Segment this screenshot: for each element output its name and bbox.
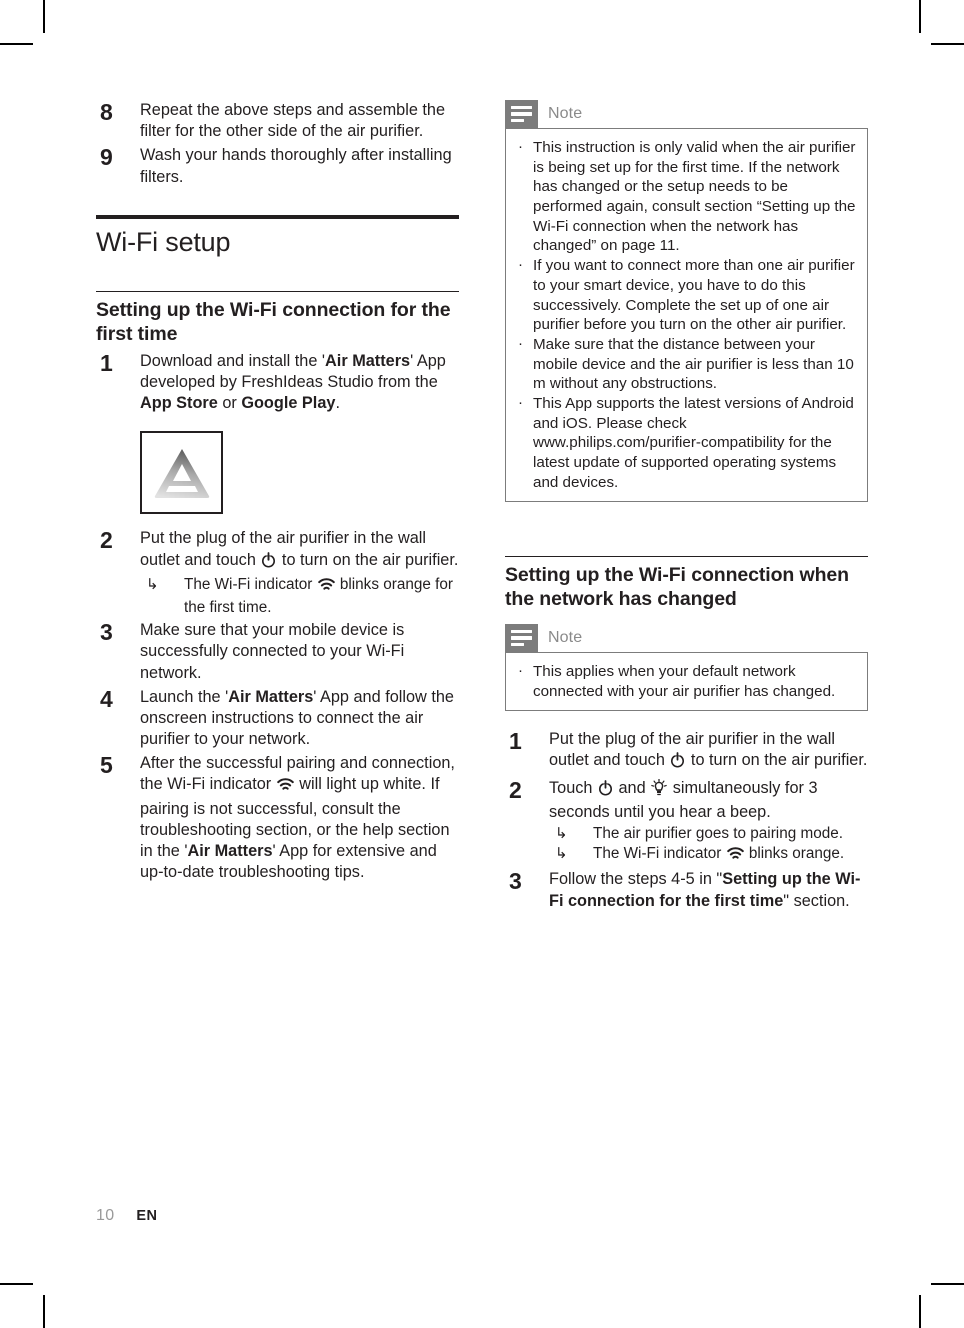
step-text: [549, 729, 868, 774]
app-name-bold: Air Matters: [228, 687, 314, 706]
step-number: 2: [100, 527, 113, 554]
step-text-part: ' App developed by FreshIdeas Studio from the: [140, 351, 446, 392]
step-text-part: simultaneously for 3 seconds until you hear a beep.: [549, 778, 818, 821]
bullet-icon: ·: [518, 393, 523, 411]
note-box-network-changed: [505, 624, 868, 711]
page-title: Wi-Fi setup: [96, 226, 231, 257]
note-bullet: [515, 335, 856, 394]
step-4: [96, 687, 459, 751]
note-header: [505, 100, 868, 128]
section-heading-first-time: Setting up the Wi-Fi connection for the first time: [96, 299, 451, 346]
page-footer: [96, 1207, 157, 1225]
note-box-first-time: [505, 100, 868, 502]
note-bullet-text: This instruction is only valid when the air purifier is being set up for the first time. If the network has changed or the setup needs to be performed again, consult section “Setting up the Wi-Fi connection when the network has changed” on page 11.: [533, 139, 856, 255]
note-bullet-text: Make sure that the distance between your mobile device and the air purifier is less than 10 m without any obstructions.: [533, 335, 854, 393]
step-text-part: After the successful pairing and connection, the Wi-Fi indicator: [140, 754, 455, 794]
step-number: 1: [100, 349, 113, 376]
step-2-results: [549, 824, 868, 866]
crop-mark-bottom-right-vertical: [919, 1295, 921, 1328]
app-name-bold: Air Matters: [187, 841, 273, 860]
step-text-part: to turn on the air purifier.: [686, 751, 868, 770]
crop-mark-top-left-vertical: [43, 0, 45, 33]
network-changed-steps-list: [505, 729, 868, 911]
note-bullet-text: If you want to connect more than one air purifier to your smart device, you have to do this successively. Complete the set up of one air purifier before you turn on the other air purifier.: [533, 257, 855, 334]
page-number: 10: [96, 1207, 115, 1224]
step-text-part: or: [217, 394, 242, 413]
step-text-part: Launch the ': [140, 687, 229, 706]
step-3: [505, 869, 868, 911]
note-bullet-text: This App supports the latest versions of Android and iOS. Please check www.philips.com/purifier-compatibility for the latest update of supported operating systems and devices.: [533, 394, 854, 491]
step-3: [96, 620, 459, 684]
result-item: [549, 844, 868, 867]
step-number: 2: [509, 776, 522, 803]
step-text-part: " section.: [783, 891, 850, 910]
bullet-icon: ·: [518, 256, 523, 274]
step-text-part: ' App and follow the onscreen instructions to connect the air purifier to your network.: [140, 687, 454, 749]
wifi-icon: [277, 777, 294, 798]
store-name-bold: Google Play: [241, 394, 336, 413]
step-text-part: Download and install the ': [140, 351, 326, 370]
crop-mark-bottom-right-horizontal: [931, 1283, 964, 1285]
wifi-icon: [727, 847, 744, 867]
step-text-part: Follow the steps 4-5 in ": [549, 870, 723, 889]
crop-mark-top-right-horizontal: [931, 43, 964, 45]
power-icon: [261, 552, 276, 574]
app-name-bold: Air Matters: [325, 351, 411, 370]
manual-page: [96, 100, 868, 1220]
step-number: 3: [509, 868, 522, 895]
step-text-part: Put the plug of the air purifier in the wall outlet and touch: [140, 529, 426, 569]
result-text-part: blinks orange for the first time.: [184, 575, 453, 616]
note-bullet: [515, 394, 856, 492]
note-bullet-text: This applies when your default network connected with your air purifier has changed.: [533, 662, 836, 700]
result-text-part: The Wi-Fi indicator: [593, 844, 726, 862]
first-time-steps-list: [96, 351, 459, 415]
step-text-part: Put the plug of the air purifier in the wall outlet and touch: [549, 730, 835, 770]
step-text: Wash your hands thoroughly after installing filters.: [140, 146, 452, 186]
crop-mark-top-left-horizontal: [0, 43, 33, 45]
title-rule: [96, 215, 459, 219]
air-matters-app-icon: [140, 431, 223, 514]
note-header: [505, 624, 868, 652]
step-text: [549, 778, 868, 867]
note-bullet: [515, 138, 856, 256]
step-text: [549, 869, 868, 911]
step-1: [96, 351, 459, 415]
step-text: [140, 351, 459, 415]
step-number: 9: [100, 144, 113, 171]
step-text-part: and: [613, 778, 651, 797]
step-5: [96, 753, 459, 883]
step-text: Repeat the above steps and assemble the filter for the other side of the air purifier.: [140, 101, 446, 141]
step-text: Make sure that your mobile device is successfully connected to your Wi-Fi network.: [140, 621, 405, 682]
step-2-results: [140, 575, 459, 617]
step-text: [140, 528, 459, 617]
step-9: [96, 145, 459, 187]
step-text-part: to turn on the air purifier.: [277, 550, 459, 569]
arrow-icon: ↳: [146, 575, 159, 593]
first-time-steps-list-cont: [96, 528, 459, 883]
bullet-icon: ·: [518, 661, 523, 679]
store-name-bold: App Store: [140, 394, 218, 413]
step-2: [505, 778, 868, 867]
step-text-part: ' App for extensive and up-to-date troubleshooting tips.: [140, 841, 437, 882]
note-lines-icon: [505, 100, 538, 128]
right-column: [505, 100, 868, 915]
step-2: [96, 528, 459, 617]
step-number: 1: [509, 728, 522, 755]
note-content: [505, 652, 868, 711]
result-item: [140, 575, 459, 617]
air-matters-triangle-logo: [153, 447, 211, 499]
note-bullet: [515, 662, 856, 701]
arrow-icon: ↳: [555, 844, 568, 862]
result-item: [549, 824, 868, 844]
note-bullet-list: [515, 662, 856, 701]
light-bulb-icon: [651, 779, 667, 802]
section-heading-network-changed: Setting up the Wi-Fi connection when the network has changed: [505, 564, 849, 611]
result-text-part: The Wi-Fi indicator: [184, 575, 317, 593]
language-code: EN: [136, 1208, 158, 1224]
step-text: [140, 687, 459, 751]
step-text-part: .: [335, 394, 340, 413]
step-text: [140, 753, 459, 883]
result-text: The air purifier goes to pairing mode.: [593, 825, 843, 842]
step-8: [96, 100, 459, 142]
crop-mark-top-right-vertical: [919, 0, 921, 33]
step-number: 8: [100, 99, 113, 125]
power-icon: [670, 752, 685, 774]
continued-steps-list: [96, 100, 459, 188]
arrow-icon: ↳: [555, 825, 568, 842]
left-column: [96, 100, 459, 886]
note-lines-icon: [505, 624, 538, 652]
note-bullet-list: [515, 138, 856, 492]
power-icon: [598, 780, 613, 802]
note-label: Note: [548, 105, 583, 122]
step-text-part: Touch: [549, 778, 597, 797]
section-reference-bold: Setting up the Wi-Fi connection for the first time: [549, 870, 861, 910]
step-text-part: will light up white. If pairing is not successful, consult the troubleshooting section, or the help section in the ': [140, 775, 450, 860]
wifi-icon: [318, 578, 335, 598]
section-rule: [96, 291, 459, 292]
crop-mark-bottom-left-horizontal: [0, 1283, 33, 1285]
note-content: [505, 128, 868, 502]
bullet-icon: ·: [518, 334, 523, 352]
step-1: [505, 729, 868, 774]
result-text-part: blinks orange.: [744, 844, 845, 862]
step-number: 5: [100, 752, 113, 779]
step-number: 3: [100, 619, 113, 646]
app-icon-figure: [140, 431, 459, 514]
step-number: 4: [100, 685, 113, 712]
note-bullet: [515, 256, 856, 335]
crop-mark-bottom-left-vertical: [43, 1295, 45, 1328]
bullet-icon: ·: [518, 138, 523, 155]
section-rule: [505, 556, 868, 557]
note-label: Note: [548, 628, 583, 646]
